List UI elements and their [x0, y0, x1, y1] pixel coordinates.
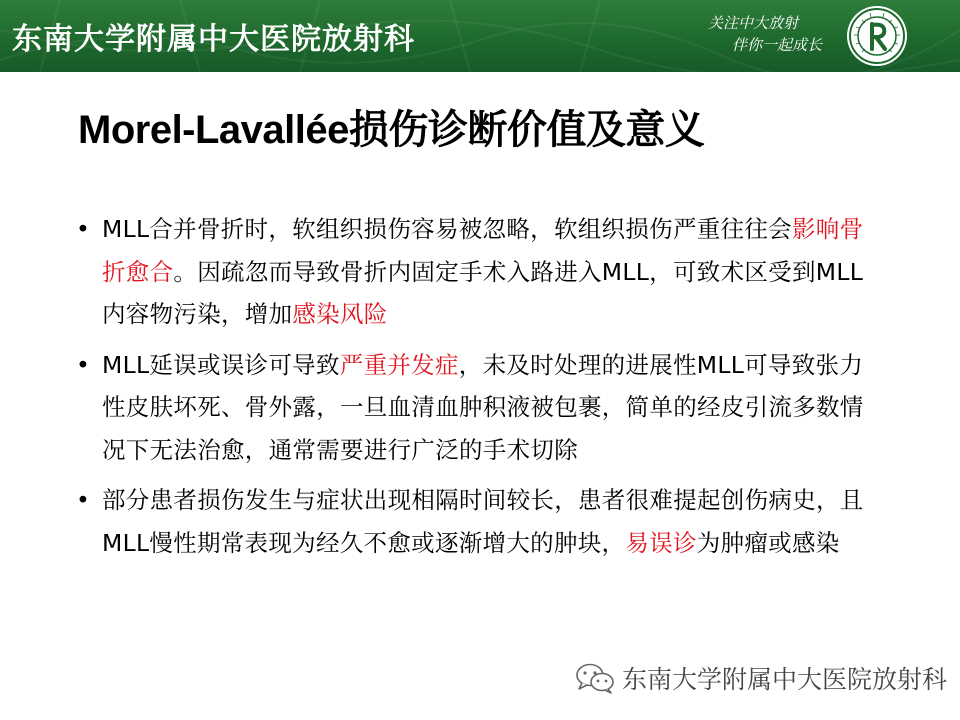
highlight-text: 易误诊: [625, 528, 697, 557]
bullet-dot: •: [76, 486, 91, 514]
highlight-text: 感染风险: [292, 300, 388, 328]
bullet-text: ，未及时处理的进展性MLL可导致张力性皮肤坏死、骨外露，一旦血清血肿积液被包裹，简单的经皮引流多数情况下无法治愈，通常需要进行广泛的手术切除: [102, 350, 864, 464]
header-title: 东南大学附属中大医院放射科: [12, 22, 415, 57]
header-banner: [0, 0, 960, 72]
watermark: [574, 658, 947, 698]
bullet-list: [76, 208, 886, 572]
bullet-text: 。因疏忽而导致骨折内固定手术入路进入MLL，可致术区受到MLL内容物污染，增加: [102, 257, 864, 328]
page-title: Morel-Lavallée损伤诊断价值及意义: [78, 108, 705, 152]
bullet-text: 为肿瘤或感染: [696, 528, 840, 557]
highlight-text: 影响骨折愈合: [102, 215, 864, 286]
bullet-item: [76, 344, 886, 472]
header-slogan: [708, 12, 822, 56]
bullet-dot: •: [76, 215, 91, 243]
wechat-icon: [574, 662, 616, 694]
bullet-item: [76, 208, 886, 336]
bullet-text: MLL延误或误诊可导致: [102, 350, 340, 379]
slogan-line-1: 关注中大放射: [708, 14, 799, 32]
bullet-item: [76, 479, 886, 564]
bullet-text: MLL合并骨折时，软组织损伤容易被忽略，软组织损伤严重往往会: [102, 215, 792, 243]
bullet-text: 部分患者损伤发生与症状出现相隔时间较长，患者很难提起创伤病史，且MLL慢性期常表现为经久不愈或逐渐增大的肿块，: [102, 486, 864, 557]
watermark-text: 东南大学附属中大医院放射科: [622, 665, 948, 694]
hospital-radiology-logo-icon: [846, 5, 908, 67]
slogan-line-2: 伴你一起成长: [732, 36, 823, 54]
bullet-dot: •: [76, 350, 91, 379]
highlight-text: 严重并发症: [339, 350, 459, 379]
